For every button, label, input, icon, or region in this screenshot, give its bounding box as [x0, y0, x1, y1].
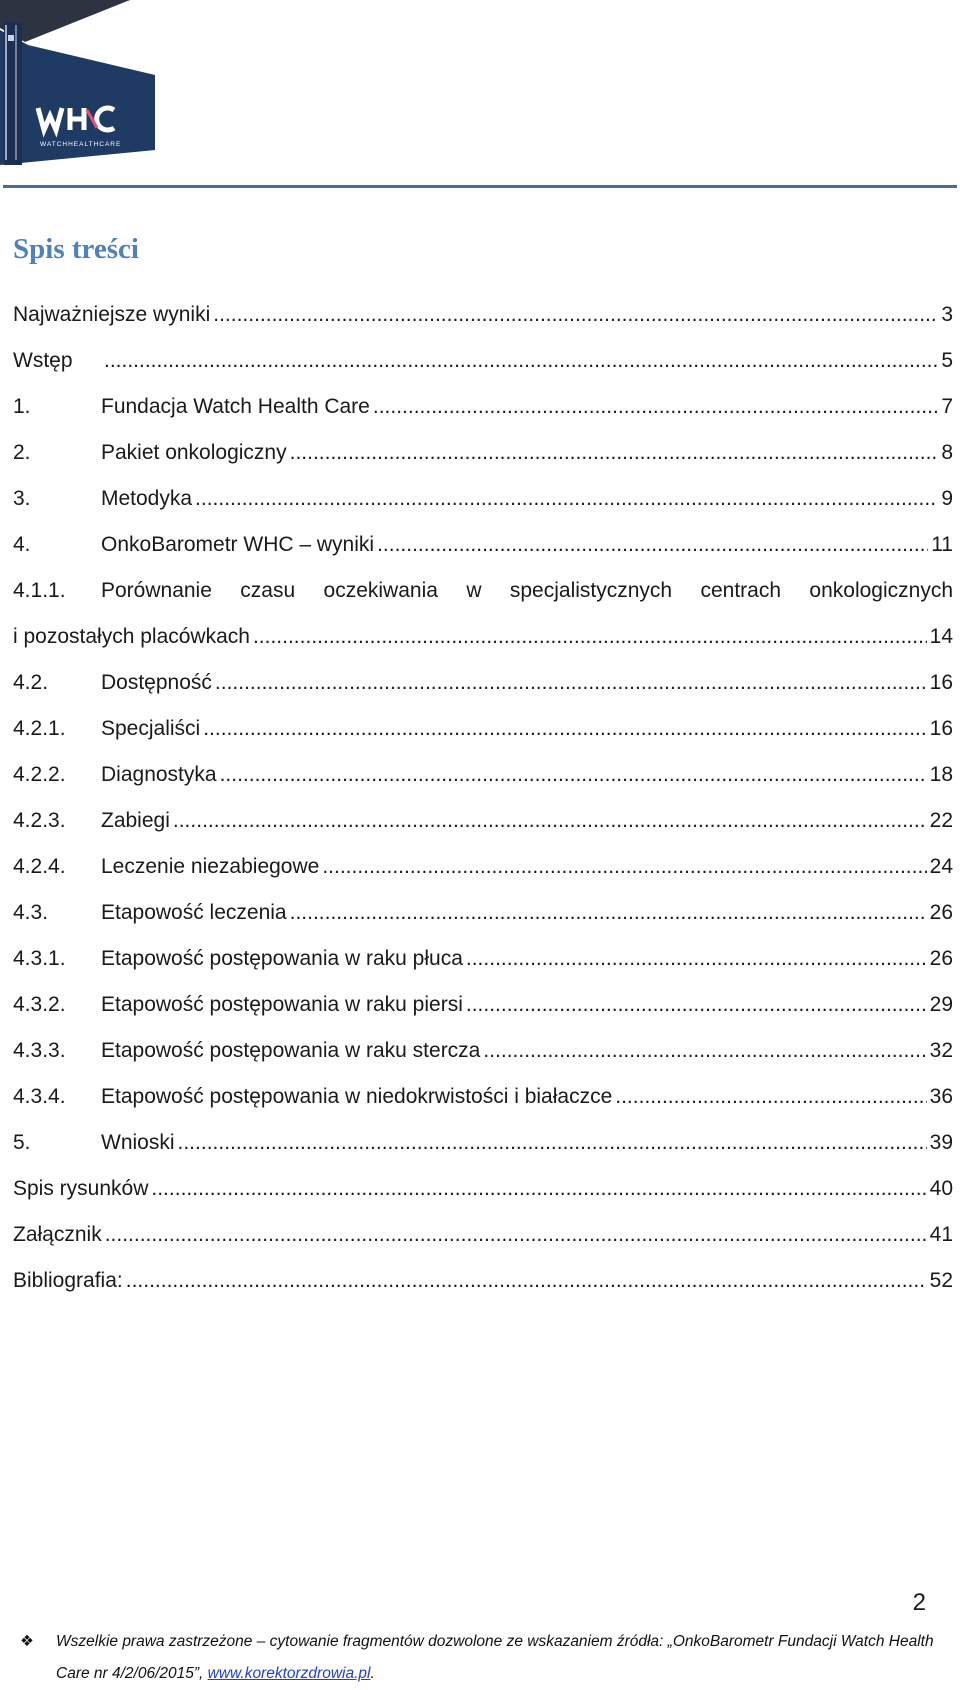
- toc-entry-number: 4.1.1.: [13, 579, 66, 602]
- toc-dot-leader: [173, 809, 927, 833]
- toc-entry[interactable]: [13, 349, 953, 395]
- toc-entry-page: 22: [929, 809, 953, 832]
- footer-source-text: Care nr 4/2/06/2015”,: [56, 1665, 208, 1682]
- toc-entry[interactable]: [13, 1131, 953, 1177]
- toc-entry[interactable]: [13, 1269, 953, 1315]
- toc-dot-leader: [213, 303, 938, 327]
- toc-dot-leader: [253, 625, 927, 649]
- toc-entry-number: Wstęp: [13, 349, 73, 372]
- toc-entry-number: 4.: [13, 533, 31, 556]
- footer-line-1: [20, 1626, 940, 1658]
- toc-entry-page: 39: [929, 1131, 953, 1154]
- toc-entry-text: Leczenie niezabiegowe: [101, 855, 320, 878]
- toc-entry-text: Etapowość leczenia: [101, 901, 287, 924]
- toc-dot-leader: [195, 487, 938, 511]
- toc-dot-leader: [178, 1131, 927, 1155]
- toc-dot-leader: [105, 1223, 927, 1247]
- toc-entry-number: 4.3.1.: [13, 947, 66, 970]
- toc-entry-page: 16: [929, 717, 953, 740]
- toc-entry-number: 3.: [13, 487, 31, 510]
- toc-entry-page: 24: [929, 855, 953, 878]
- toc-entry[interactable]: [13, 901, 953, 947]
- toc-entry[interactable]: [13, 717, 953, 763]
- toc-entry-text: OnkoBarometr WHC – wyniki: [101, 533, 375, 556]
- toc-entry[interactable]: [13, 395, 953, 441]
- footer-copyright-text: Wszelkie prawa zastrzeżone – cytowanie fragmentów dozwolone ze wskazaniem źródła: „OnkoBarometr Fundacji Watch Health: [56, 1633, 934, 1650]
- toc-entry[interactable]: [13, 993, 953, 1039]
- toc-entry-page: 14: [929, 625, 953, 648]
- toc-dot-leader: [322, 855, 926, 879]
- toc-entry-page: 32: [929, 1039, 953, 1062]
- toc-entry-number: 1.: [13, 395, 31, 418]
- toc-entry[interactable]: [13, 303, 953, 349]
- toc-entry[interactable]: [13, 487, 953, 533]
- toc-entry-text: Diagnostyka: [101, 763, 217, 786]
- logo-tagline: WATCHHEALTHCARE: [40, 141, 122, 148]
- toc-entry-number: 4.2.3.: [13, 809, 66, 832]
- toc-entry[interactable]: [13, 855, 953, 901]
- footer-line-2: [20, 1658, 940, 1690]
- toc-entry-page: 11: [931, 533, 953, 556]
- toc-entry-number: 4.2.4.: [13, 855, 66, 878]
- toc-entry-text: Porównanie czasu oczekiwania w specjalistycznych centrach onkologicznych: [101, 579, 953, 602]
- toc-entry-number: 4.2.: [13, 671, 49, 694]
- toc-entry-number: 4.3.4.: [13, 1085, 66, 1108]
- toc-dot-leader: [151, 1177, 926, 1201]
- toc-entry-page: 41: [929, 1223, 953, 1246]
- page-number: 2: [912, 1589, 926, 1616]
- toc-entry-page: 36: [929, 1085, 953, 1108]
- toc-dot-leader: [466, 947, 927, 971]
- toc-entry-text: Najważniejsze wyniki: [13, 303, 211, 326]
- toc-dot-leader: [290, 901, 927, 925]
- toc-dot-leader: [373, 395, 938, 419]
- toc-entry-number: 2.: [13, 441, 31, 464]
- header-rule: [3, 185, 957, 188]
- toc-entry[interactable]: [13, 763, 953, 809]
- toc-entry-page: 16: [929, 671, 953, 694]
- toc-entry[interactable]: [13, 1223, 953, 1269]
- footer-link[interactable]: www.korektorzdrowia.pl: [207, 1665, 371, 1682]
- toc-entry-text: Etapowość postępowania w raku płuca: [101, 947, 463, 970]
- toc-entry-number: 4.3.2.: [13, 993, 66, 1016]
- toc-entry-page: 52: [929, 1269, 953, 1292]
- toc-entry-text: Etapowość postępowania w niedokrwistości i białaczce: [101, 1085, 613, 1108]
- toc-entry-text: Załącznik: [13, 1223, 102, 1246]
- toc-entry-text: Etapowość postępowania w raku piersi: [101, 993, 463, 1016]
- toc-entry-page: 9: [941, 487, 953, 510]
- toc-entry-number: 4.3.: [13, 901, 49, 924]
- toc-dot-leader: [377, 533, 928, 557]
- toc-entry-page: 18: [929, 763, 953, 786]
- diamond-bullet-icon: ❖: [20, 1633, 34, 1650]
- toc-entry[interactable]: [13, 671, 953, 717]
- toc-entry-text: Etapowość postępowania w raku stercza: [101, 1039, 481, 1062]
- toc-dot-leader: [203, 717, 926, 741]
- toc-entry-page: 3: [941, 303, 953, 326]
- toc-entry-text: Zabiegi: [101, 809, 170, 832]
- toc-entry-text: Pakiet onkologiczny: [101, 441, 287, 464]
- whc-logo-icon: [0, 0, 170, 165]
- toc-entry[interactable]: [13, 809, 953, 855]
- footer: [20, 1626, 940, 1690]
- toc-dot-leader: [104, 349, 938, 373]
- toc-entry[interactable]: [13, 947, 953, 993]
- toc-entry-text: Specjaliści: [101, 717, 201, 740]
- toc-entry-page: 40: [929, 1177, 953, 1200]
- toc-title: Spis treści: [13, 233, 139, 265]
- toc-entry[interactable]: [13, 1039, 953, 1085]
- toc-entry-page: 7: [941, 395, 953, 418]
- toc-dot-leader: [466, 993, 927, 1017]
- toc-dot-leader: [215, 671, 927, 695]
- toc-entry-number: 4.3.3.: [13, 1039, 66, 1062]
- toc-entry-page: 26: [929, 947, 953, 970]
- whc-logo: [0, 0, 170, 165]
- toc-dot-leader: [220, 763, 927, 787]
- toc-entry-page: 26: [929, 901, 953, 924]
- toc-entry-text: Bibliografia:: [13, 1269, 123, 1292]
- toc-entry-page: 29: [929, 993, 953, 1016]
- toc-entry-text: Wnioski: [101, 1131, 175, 1154]
- toc-entry[interactable]: [13, 579, 953, 671]
- toc-dot-leader: [483, 1039, 926, 1063]
- toc-entry-page: 8: [941, 441, 953, 464]
- toc-entry-text: Metodyka: [101, 487, 193, 510]
- toc-entry[interactable]: [13, 1177, 953, 1223]
- toc-entry-text: Dostępność: [101, 671, 212, 694]
- toc-list: [13, 303, 953, 1315]
- toc-entry-text-continued: i pozostałych placówkach: [13, 625, 250, 648]
- toc-entry-number: 4.2.1.: [13, 717, 66, 740]
- toc-dot-leader: [615, 1085, 926, 1109]
- toc-entry-number: 5.: [13, 1131, 31, 1154]
- toc-entry-text: Fundacja Watch Health Care: [101, 395, 370, 418]
- toc-dot-leader: [126, 1269, 927, 1293]
- toc-entry-page: 5: [941, 349, 953, 372]
- footer-line-end: .: [370, 1665, 375, 1682]
- toc-entry[interactable]: [13, 441, 953, 487]
- toc-entry-text: Spis rysunków: [13, 1177, 149, 1200]
- toc-entry[interactable]: [13, 533, 953, 579]
- toc-dot-leader: [290, 441, 939, 465]
- toc-entry-number: 4.2.2.: [13, 763, 66, 786]
- toc-entry[interactable]: [13, 1085, 953, 1131]
